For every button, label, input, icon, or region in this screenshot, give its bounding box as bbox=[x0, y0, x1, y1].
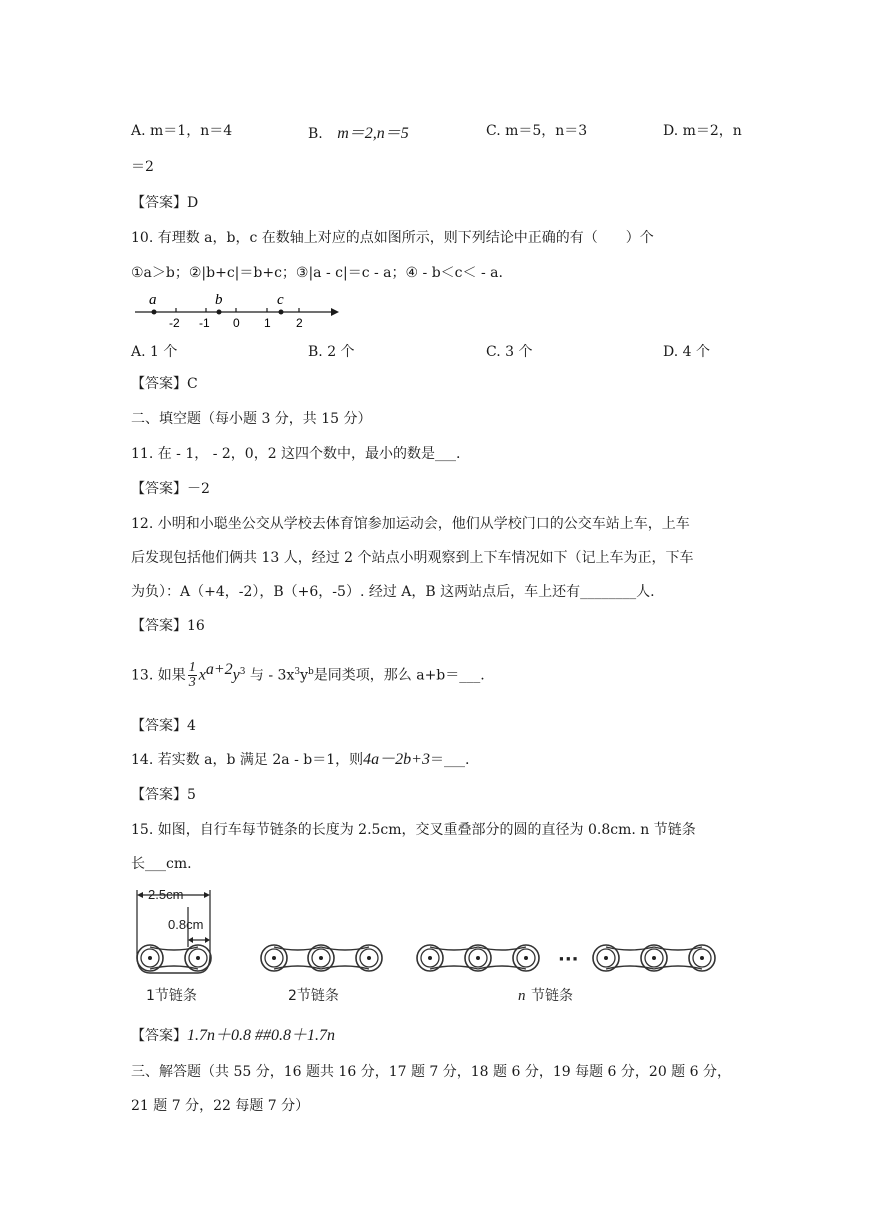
label-2-links: 2节链条 bbox=[288, 988, 339, 1004]
q13-sup-b2: b bbox=[308, 667, 314, 677]
q13-prefix: 13. 如果 bbox=[131, 667, 186, 684]
q14-suffix: ＝___. bbox=[429, 752, 470, 768]
bicycle-chain-figure bbox=[128, 885, 728, 1010]
q13-middle2: y bbox=[300, 667, 309, 684]
tick-label: 2 bbox=[296, 316, 303, 330]
q13-math-x: x bbox=[198, 666, 206, 684]
q9-option-b bbox=[308, 120, 409, 143]
q15-answer-label: 【答案】 bbox=[131, 1028, 187, 1044]
tick-label: -2 bbox=[169, 316, 180, 330]
q13-frac-den: 3 bbox=[188, 675, 196, 691]
arrow-inner-left-icon bbox=[188, 937, 193, 943]
point-b-dot bbox=[217, 310, 222, 315]
q13-sup-y: 3 bbox=[239, 667, 246, 677]
arrow-left-icon bbox=[137, 892, 143, 898]
q12-line-1: 12. 小明和小聪坐公交从学校去体育馆参加运动会，他们从学校门口的公交车站上车，上车 bbox=[131, 516, 690, 532]
chain-roller bbox=[689, 945, 715, 971]
q10-stem: 10. 有理数 a，b，c 在数轴上对应的点如图所示，则下列结论中正确的有（ ）个 bbox=[131, 230, 654, 246]
q11-answer: 【答案】－2 bbox=[131, 481, 210, 497]
q9-answer: 【答案】D bbox=[131, 195, 199, 211]
label-n-var: n bbox=[518, 988, 526, 1004]
point-a-dot bbox=[152, 310, 157, 315]
q9-option-a: A. m＝1，n＝4 bbox=[131, 123, 233, 139]
q13-math-y: y bbox=[232, 666, 240, 684]
q12-line-2: 后发现包括他们俩共 13 人，经过 2 个站点小明观察到上下车情况如下（记上车为正，下车 bbox=[131, 550, 694, 566]
q15-answer-math: 1.7n＋0.8 ##0.8＋1.7n bbox=[187, 1027, 336, 1044]
ellipsis-dots: ··· bbox=[558, 949, 579, 970]
q15-answer bbox=[131, 1027, 335, 1045]
point-c-label: c bbox=[277, 292, 284, 308]
tick-label: 1 bbox=[264, 316, 271, 330]
dim-inner-label: 0.8cm bbox=[168, 917, 204, 932]
chain-roller bbox=[417, 945, 443, 971]
q9-option-b-label: B. bbox=[308, 126, 323, 142]
q10-option-d: D. 4 个 bbox=[663, 344, 710, 360]
chain-roller bbox=[185, 945, 211, 971]
q12-answer: 【答案】16 bbox=[131, 618, 205, 634]
chain-roller bbox=[261, 945, 287, 971]
q13-middle: 与 - 3x bbox=[249, 667, 295, 684]
chain-roller bbox=[641, 945, 667, 971]
chain-roller bbox=[308, 945, 334, 971]
q13-suffix: 是同类项，那么 a+b＝___. bbox=[313, 667, 485, 684]
point-b-label: b bbox=[215, 292, 223, 308]
arrow-inner-right-icon bbox=[205, 937, 210, 943]
q9-option-c: C. m＝5，n＝3 bbox=[486, 123, 588, 139]
point-c-dot bbox=[279, 310, 284, 315]
chain-roller bbox=[593, 945, 619, 971]
q10-option-b: B. 2 个 bbox=[308, 344, 355, 360]
tick-label: 0 bbox=[233, 316, 240, 330]
chain-roller bbox=[137, 945, 163, 971]
q15-line-2: 长___cm. bbox=[131, 856, 192, 872]
q10-statements: ①a＞b；②|b+c|＝b+c；③|a - c|＝c - a；④ - b＜c＜ - a. bbox=[131, 265, 503, 281]
number-line-arrow-icon bbox=[331, 308, 339, 316]
number-line-figure bbox=[131, 290, 346, 332]
label-n-links: 节链条 bbox=[531, 988, 573, 1004]
arrow-right-icon bbox=[204, 892, 210, 898]
q14-prefix: 14. 若实数 a，b 满足 2a - b＝1，则 bbox=[131, 752, 364, 768]
q15-line-1: 15. 如图，自行车每节链条的长度为 2.5cm，交叉重叠部分的圆的直径为 0.8cm. n 节链条 bbox=[131, 822, 696, 838]
chain-roller bbox=[465, 945, 491, 971]
section-heading-solve-line-1: 三、解答题（共 55 分，16 题共 16 分，17 题 7 分，18 题 6 分，19 每题 6 分，20 题 6 分， bbox=[131, 1064, 731, 1080]
q9-option-b-math: m＝2,n＝5 bbox=[337, 125, 409, 142]
q9-option-d-cont: ＝2 bbox=[131, 159, 154, 175]
q13-sup-b1: 3 bbox=[294, 667, 301, 677]
section-heading-fill-blank: 二、填空题（每小题 3 分，共 15 分） bbox=[131, 411, 372, 427]
section-heading-solve-line-2: 21 题 7 分，22 每题 7 分） bbox=[131, 1098, 310, 1114]
q10-answer: 【答案】C bbox=[131, 376, 198, 392]
point-a-label: a bbox=[149, 292, 157, 308]
tick-label: -1 bbox=[199, 316, 210, 330]
q14-answer: 【答案】5 bbox=[131, 787, 196, 803]
q14-stem bbox=[131, 751, 469, 769]
q9-option-d: D. m＝2，n bbox=[663, 123, 742, 139]
q10-option-a: A. 1 个 bbox=[131, 344, 178, 360]
chain-roller bbox=[356, 945, 382, 971]
q11-stem: 11. 在 - 1， - 2，0，2 这四个数中，最小的数是___. bbox=[131, 446, 461, 462]
label-1-link: 1节链条 bbox=[146, 988, 197, 1004]
q13-answer: 【答案】4 bbox=[131, 718, 196, 734]
link-body-1 bbox=[150, 947, 198, 969]
q12-line-3: 为负）：A（+4，-2），B（+6，-5）. 经过 A，B 这两站点后，车上还有________人. bbox=[131, 584, 655, 600]
q13-sup-x: a+2 bbox=[205, 661, 233, 678]
q13-frac-num: 1 bbox=[188, 660, 196, 676]
q14-math: 4a－2b+3 bbox=[363, 751, 430, 768]
chain-roller bbox=[513, 945, 539, 971]
q13-fraction bbox=[188, 661, 197, 690]
q10-option-c: C. 3 个 bbox=[486, 344, 533, 360]
q13-stem bbox=[131, 652, 485, 694]
dim-outer-label: 2.5cm bbox=[148, 887, 184, 902]
